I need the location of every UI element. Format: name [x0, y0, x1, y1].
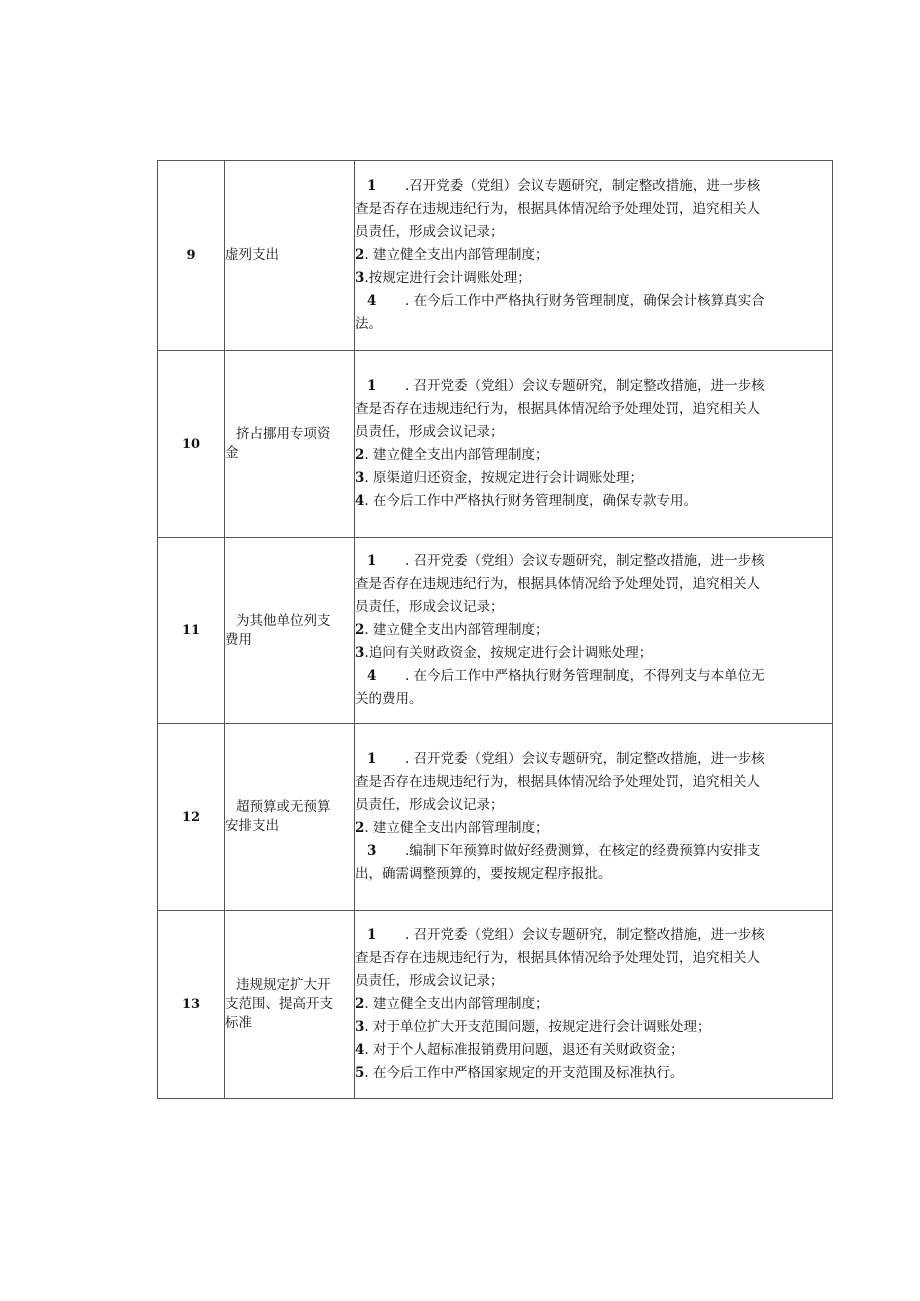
- table-row: [158, 351, 833, 538]
- measure-text: . 建立健全支出内部管理制度；: [364, 996, 549, 1012]
- measure-text: 员责任，形成会议记录；: [355, 424, 504, 440]
- measure-line: [355, 688, 832, 711]
- measure-text: 关的费用。: [355, 691, 423, 707]
- measures-cell: [355, 161, 833, 351]
- measure-number: 4: [355, 493, 365, 509]
- issue-name-line: 标准: [225, 1015, 252, 1031]
- issue-name: [225, 538, 355, 724]
- measure-number: 2: [355, 447, 365, 463]
- issue-name-line: 金: [225, 445, 239, 461]
- measure-line: [355, 490, 832, 513]
- measure-text: 查是否存在违规违纪行为，根据具体情况给予处理处罚，追究相关人: [355, 201, 760, 217]
- measure-line: [355, 947, 832, 970]
- measure-text: . 建立健全支出内部管理制度；: [364, 447, 549, 463]
- measure-number: 2: [355, 622, 365, 638]
- measures-cell: [355, 911, 833, 1099]
- measure-text: . 在今后工作中严格执行财务管理制度，确保会计核算真实合: [405, 293, 765, 309]
- measure-text: .追问有关财政资金，按规定进行会计调账处理；: [364, 645, 653, 661]
- measure-text: . 原渠道归还资金，按规定进行会计调账处理；: [364, 470, 643, 486]
- measure-text: . 在今后工作中严格执行财务管理制度，确保专款专用。: [364, 493, 697, 509]
- measure-line: [355, 840, 832, 863]
- issue-name-line: 违规规定扩大开: [236, 977, 331, 993]
- issue-name-line: 为其他单位列支: [236, 612, 331, 629]
- measure-line: [355, 550, 832, 573]
- measure-number: 3: [355, 270, 365, 286]
- issue-name-line: 挤占挪用专项资: [236, 426, 331, 442]
- measure-line: [355, 313, 832, 336]
- measure-number: 2: [355, 820, 365, 836]
- table-body: [158, 161, 833, 1099]
- measure-number: 1: [367, 927, 377, 943]
- row-number: 12: [158, 724, 225, 911]
- measure-number: 1: [367, 751, 377, 767]
- measure-text: 法。: [355, 316, 382, 332]
- measure-text: 出，确需调整预算的，要按规定程序报批。: [355, 866, 612, 882]
- measure-text: . 建立健全支出内部管理制度；: [364, 247, 549, 263]
- measure-text: 查是否存在违规违纪行为，根据具体情况给予处理处罚，追究相关人: [355, 950, 760, 966]
- measure-line: [355, 1039, 832, 1062]
- issue-name: [225, 724, 355, 911]
- row-number: 11: [158, 538, 225, 724]
- measure-line: [355, 398, 832, 421]
- measure-line: [355, 1016, 832, 1039]
- table-row: [158, 161, 833, 351]
- measure-line: [355, 421, 832, 444]
- issue-name-line: 虚列支出: [225, 247, 279, 263]
- row-number: 13: [158, 911, 225, 1099]
- measure-number: 3: [355, 1019, 365, 1035]
- measure-text: 员责任，形成会议记录；: [355, 224, 504, 240]
- measure-number: 3: [367, 843, 377, 859]
- measures-cell: [355, 724, 833, 911]
- measure-text: . 召开党委（党组）会议专题研究，制定整改措施，进一步核: [405, 553, 765, 569]
- issue-name-line: 超预算或无预算: [236, 799, 331, 815]
- measure-number: 1: [367, 178, 377, 194]
- measure-line: [355, 267, 832, 290]
- measure-line: [355, 573, 832, 596]
- measure-text: . 建立健全支出内部管理制度；: [364, 622, 549, 638]
- measure-number: 1: [367, 553, 377, 569]
- measure-text: . 召开党委（党组）会议专题研究，制定整改措施，进一步核: [405, 927, 765, 943]
- measure-line: [355, 596, 832, 619]
- measure-text: .召开党委（党组）会议专题研究，制定整改措施，进一步核: [405, 178, 761, 194]
- measure-text: . 在今后工作中严格执行财务管理制度，不得列支与本单位无: [405, 668, 765, 684]
- measure-line: [355, 924, 832, 947]
- issue-name-line: 支范围、提高开支: [225, 996, 333, 1012]
- measures-cell: [355, 538, 833, 724]
- measure-text: 查是否存在违规违纪行为，根据具体情况给予处理处罚，追究相关人: [355, 576, 760, 592]
- measure-line: [355, 993, 832, 1016]
- measure-text: . 召开党委（党组）会议专题研究，制定整改措施，进一步核: [405, 378, 765, 394]
- measure-number: 3: [355, 470, 365, 486]
- measure-line: [355, 817, 832, 840]
- table-row: [158, 724, 833, 911]
- row-number: 10: [158, 351, 225, 538]
- measure-text: 员责任，形成会议记录；: [355, 599, 504, 615]
- measure-text: . 对于单位扩大开支范围问题，按规定进行会计调账处理；: [364, 1019, 711, 1035]
- measure-line: [355, 1062, 832, 1085]
- measures-cell: [355, 351, 833, 538]
- measure-text: . 对于个人超标准报销费用问题，退还有关财政资金；: [364, 1042, 684, 1058]
- measure-text: . 在今后工作中严格国家规定的开支范围及标准执行。: [364, 1065, 684, 1081]
- measure-text: . 建立健全支出内部管理制度；: [364, 820, 549, 836]
- measure-line: [355, 863, 832, 886]
- measure-line: [355, 175, 832, 198]
- measure-text: 员责任，形成会议记录；: [355, 797, 504, 813]
- measure-text: 员责任，形成会议记录；: [355, 973, 504, 989]
- measure-line: [355, 244, 832, 267]
- row-number: 9: [158, 161, 225, 351]
- issue-name: [225, 911, 355, 1099]
- table-row: [158, 911, 833, 1099]
- measure-number: 3: [355, 645, 365, 661]
- measure-line: [355, 794, 832, 817]
- measure-number: 1: [367, 378, 377, 394]
- measure-number: 2: [355, 996, 365, 1012]
- measure-line: [355, 290, 832, 313]
- measure-line: [355, 748, 832, 771]
- measure-number: 4: [367, 293, 377, 309]
- measure-text: .按规定进行会计调账处理；: [364, 270, 531, 286]
- measure-line: [355, 198, 832, 221]
- rectification-table: [157, 160, 833, 1099]
- measure-line: [355, 665, 832, 688]
- measure-line: [355, 444, 832, 467]
- measure-number: 5: [355, 1065, 365, 1081]
- measure-line: [355, 375, 832, 398]
- measure-text: .编制下年预算时做好经费测算，在核定的经费预算内安排支: [405, 843, 761, 859]
- issue-name-line: 费用: [225, 631, 252, 648]
- issue-name: [225, 161, 355, 351]
- measure-line: [355, 642, 832, 665]
- issue-name: [225, 351, 355, 538]
- measure-text: . 召开党委（党组）会议专题研究，制定整改措施，进一步核: [405, 751, 765, 767]
- measure-line: [355, 467, 832, 490]
- measure-line: [355, 619, 832, 642]
- issue-name-line: 安排支出: [225, 818, 279, 834]
- measure-text: 查是否存在违规违纪行为，根据具体情况给予处理处罚，追究相关人: [355, 774, 760, 790]
- measure-number: 2: [355, 247, 365, 263]
- table-row: [158, 538, 833, 724]
- measure-text: 查是否存在违规违纪行为，根据具体情况给予处理处罚，追究相关人: [355, 401, 760, 417]
- measure-line: [355, 221, 832, 244]
- measure-line: [355, 771, 832, 794]
- measure-line: [355, 970, 832, 993]
- measure-number: 4: [355, 1042, 365, 1058]
- measure-number: 4: [367, 668, 377, 684]
